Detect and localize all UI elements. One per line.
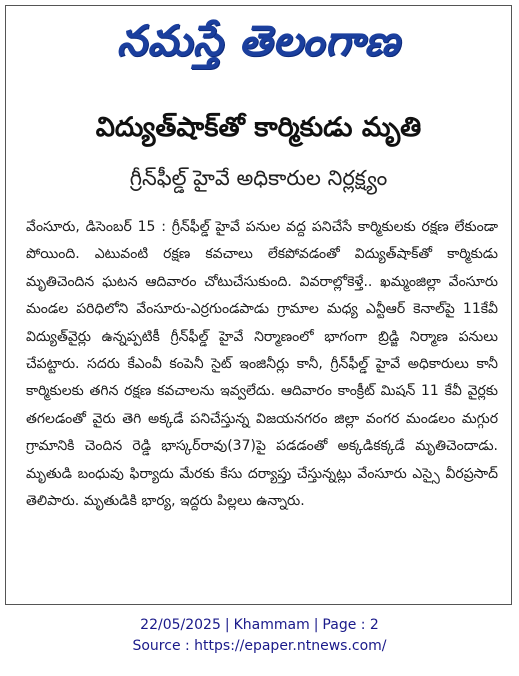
- article-subheadline: గ్రీన్‌ఫీల్డ్ హైవే అధికారుల నిర్లక్ష్యం: [129, 166, 388, 190]
- footer-separator: |: [313, 617, 319, 633]
- footer-page: Page : 2: [322, 617, 379, 633]
- newspaper-clipping: [5, 5, 512, 605]
- footer-source: Source : https://epaper.ntnews.com/: [132, 638, 387, 654]
- article-body: వేంసూరు, డిసెంబర్ 15 : గ్రీన్‌ఫీల్డ్ హైవే పనుల వద్ద పనిచేసే కార్మికులకు రక్షణ లేకుండా పోయింది. ఎటువంటి రక్షణ కవచాలు లేకపోవడంతో విద్యుత్‌షాక్‌తో కార్మికుడు మృతిచెందిన ఘటన ఆదివారం చోటుచేసుకుంది. వివరాల్లోకెళ్తే.. ఖమ్మంజిల్లా వేంసూరు మండల పరిధిలోని వేంసూరు-ఎర్రగుండపాడు గ్రామాల మధ్య ఎన్టీఆర్ కెనాల్‌పై 11కేవీ విద్యుత్‌వైర్లు ఉన్నప్పటికీ గ్రీన్‌ఫీల్డ్ హైవే నిర్మాణంలో భాగంగా బ్రిడ్జి నిర్మాణ పనులు చేపట్టారు. సదరు కేఎంవీ కంపెనీ సైట్ ఇంజినీర్లు కానీ, గ్రీన్‌ఫీల్డ్ హైవే అధికారులు కానీ కార్మికులకు తగిన రక్షణ కవచాలను ఇవ్వలేదు. ఆదివారం కాంక్రీట్ మిషన్ 11 కేవీ వైర్లకు తగలడంతో వైరు తెగి అక్కడే పనిచేస్తున్న విజయనగరం జిల్లా వంగర మండలం మగ్గుర గ్రామానికి చెందిన రెడ్డి భాస్కర్‌రావు(37)పై పడడంతో అక్కడికక్కడే మృతిచెందాడు. మృతుడి బంధువు ఫిర్యాదు మేరకు కేసు దర్యాప్తు చేస్తున్నట్లు వేంసూరు ఎస్సై వీరప్రసాద్ తెలిపారు. మృతుడికి భార్య, ఇద్దరు పిల్లలు ఉన్నారు.: [26, 219, 498, 510]
- footer-separator: |: [224, 617, 230, 633]
- footer-date-line: [0, 617, 519, 633]
- article-headline: విద్యుత్‌షాక్‌తో కార్మికుడు మృతి: [95, 112, 422, 143]
- footer-date: 22/05/2025: [140, 617, 221, 633]
- newspaper-masthead: నమస్తే తెలంగాణ: [116, 16, 401, 65]
- footer-edition: Khammam: [233, 617, 310, 633]
